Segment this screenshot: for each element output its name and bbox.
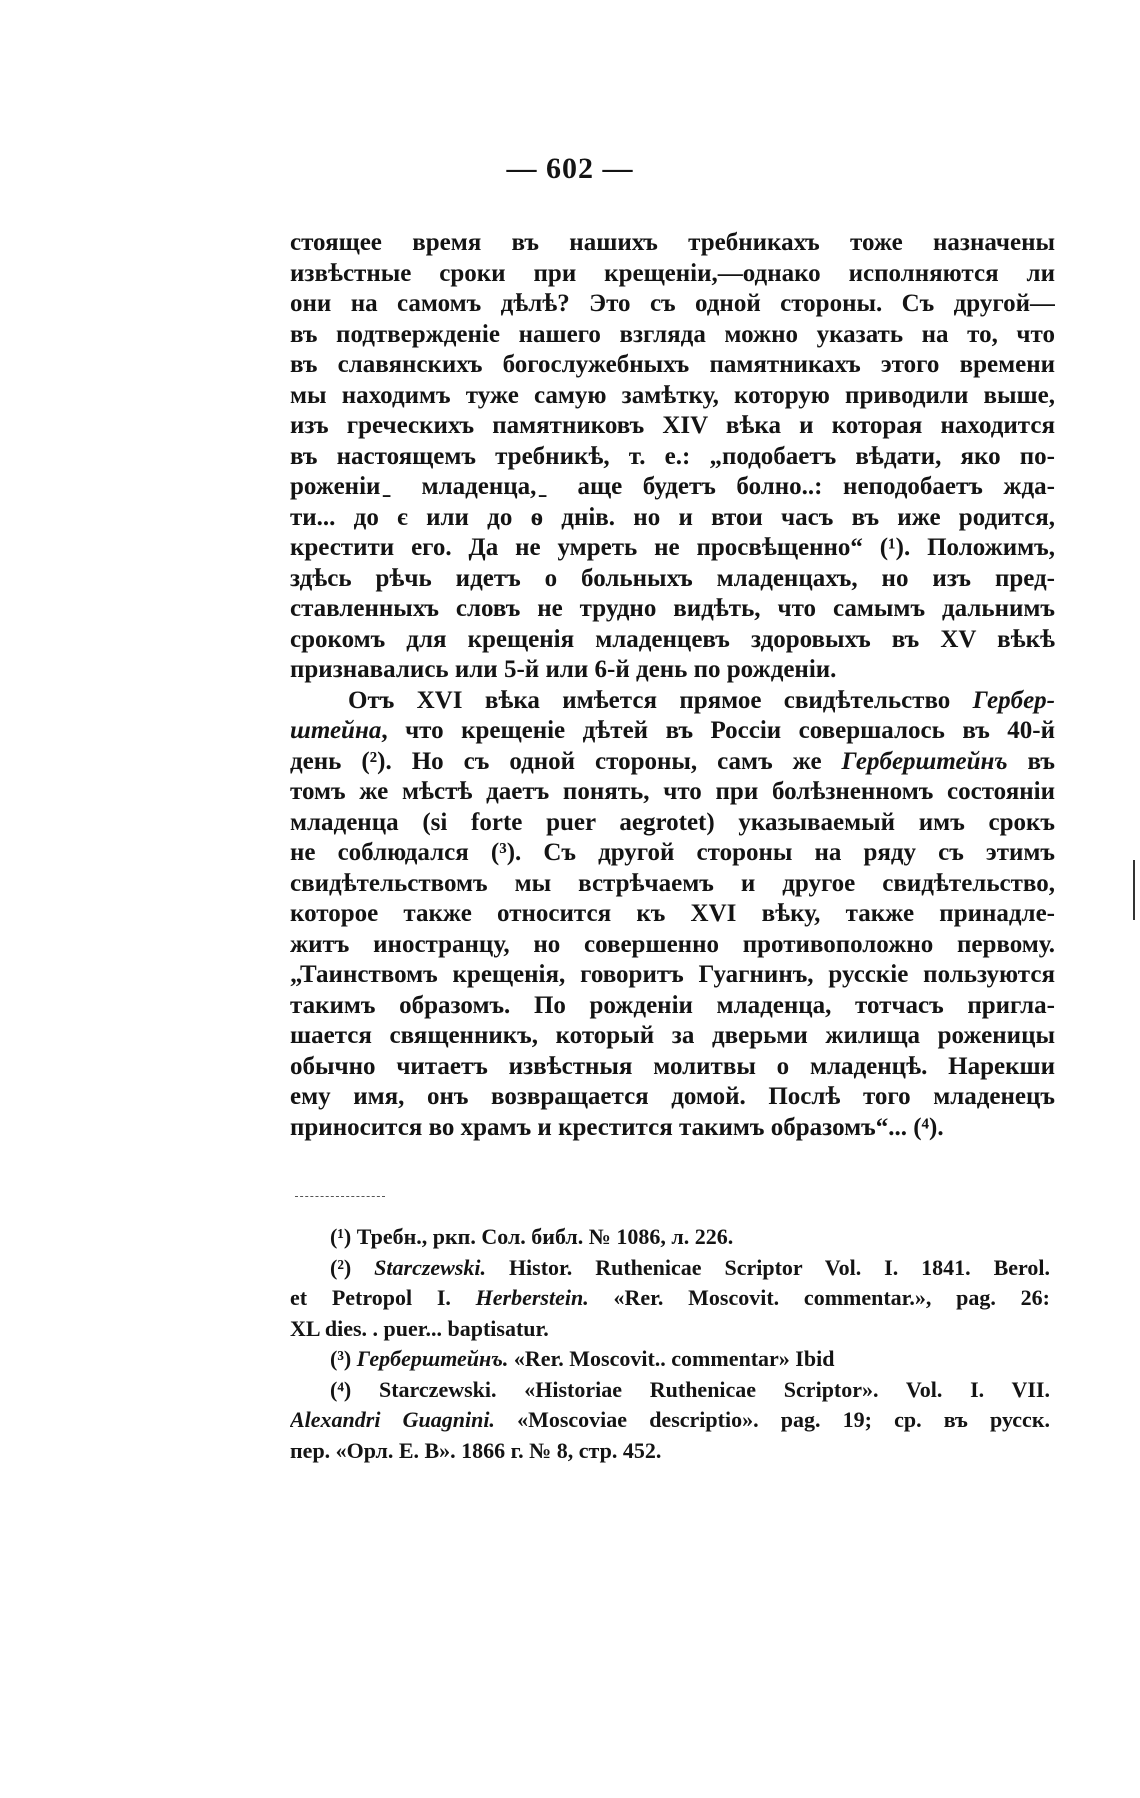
text-line bbox=[290, 838, 1055, 869]
footnote-separator bbox=[295, 1196, 385, 1197]
text-line bbox=[290, 747, 1055, 778]
text-line bbox=[290, 1113, 1055, 1144]
text-segment: здѣсь рѣчь идетъ о больныхъ младенцахъ, но изъ пред- bbox=[290, 564, 1055, 592]
text-segment: мы находимъ туже самую замѣтку, которую приводили выше, bbox=[290, 381, 1055, 409]
text-segment: «Rer. Moscovit. commentar.», pag. 26: bbox=[588, 1285, 1050, 1310]
text-segment: (⁴) Starczewski. «Historiae Ruthenicae Scriptor». Vol. I. VII. bbox=[330, 1376, 1050, 1402]
text-segment: (²) bbox=[330, 1254, 375, 1280]
text-line bbox=[290, 350, 1055, 381]
text-segment: «Moscoviae descriptio». pag. 19; ср. въ русск. bbox=[494, 1407, 1050, 1432]
text-segment: крестити его. Да не умреть не просвѣщенно“ (¹). Положимъ, bbox=[290, 534, 1055, 561]
scan-edge-mark bbox=[1133, 860, 1135, 920]
text-segment: ему имя, онъ возвращается домой. Послѣ того младенецъ bbox=[290, 1083, 1055, 1110]
text-segment: „Таинствомъ крещенія, говоритъ Гуагнинъ, русскіе пользуются bbox=[290, 961, 1055, 988]
text-segment: не соблюдался (³). Съ другой стороны на ряду съ этимъ bbox=[290, 839, 1055, 866]
italic-text: Герберштейнъ. bbox=[356, 1346, 509, 1371]
text-line bbox=[290, 808, 1055, 839]
text-segment: шается священникъ, который за дверьми жилища роженицы bbox=[290, 1022, 1055, 1049]
text-line bbox=[290, 564, 1055, 595]
text-line bbox=[290, 259, 1055, 290]
text-segment: «Rer. Moscovit.. commentar» Ibid bbox=[508, 1346, 835, 1371]
italic-text: Гербер- bbox=[972, 686, 1055, 714]
text-line bbox=[290, 289, 1055, 320]
page-number: — 602 — bbox=[506, 152, 634, 185]
text-line bbox=[290, 594, 1055, 625]
text-line bbox=[290, 869, 1055, 900]
text-segment: въ bbox=[1007, 747, 1055, 775]
text-segment: такимъ образомъ. По рожденіи младенца, тотчасъ пригла- bbox=[290, 991, 1055, 1019]
italic-text: Alexandri Guagnini. bbox=[290, 1407, 495, 1432]
text-line bbox=[290, 228, 1055, 259]
text-segment: et Petropol I. bbox=[290, 1285, 476, 1310]
footnote-line bbox=[290, 1222, 1050, 1253]
text-line bbox=[290, 411, 1055, 442]
italic-text: Herberstein. bbox=[475, 1285, 589, 1310]
text-line bbox=[290, 320, 1055, 351]
text-line bbox=[290, 1021, 1055, 1052]
text-line bbox=[290, 625, 1055, 656]
text-line bbox=[290, 686, 1055, 717]
italic-text: штейна bbox=[290, 717, 382, 744]
text-line bbox=[290, 899, 1055, 930]
text-line bbox=[290, 777, 1055, 808]
text-segment: они на самомъ дѣлѣ? Это съ одной стороны. Съ другой— bbox=[290, 290, 1055, 317]
text-segment: въ подтвержденіе нашего взгляда можно указать на то, что bbox=[290, 320, 1055, 348]
text-line bbox=[290, 991, 1055, 1022]
text-segment: свидѣтельствомъ мы встрѣчаемъ и другое свидѣтельство, bbox=[290, 869, 1055, 897]
footnote-line bbox=[290, 1344, 1050, 1375]
text-segment: роженіи ̱ младенца, ̱ аще будетъ болно..: неподобаетъ ждa- bbox=[290, 473, 1055, 500]
text-segment: , что крещеніе дѣтей въ Россіи совершалось въ 40-й bbox=[381, 717, 1055, 744]
text-line bbox=[290, 381, 1055, 412]
text-segment: пер. «Орл. Е. В». 1866 г. № 8, стр. 452. bbox=[290, 1437, 662, 1463]
text-line bbox=[290, 716, 1055, 747]
footnote bbox=[290, 1253, 1050, 1345]
footnote-line bbox=[290, 1283, 1050, 1314]
text-segment: изъ греческихъ памятниковъ XIV вѣка и которая находится bbox=[290, 412, 1055, 439]
text-segment: ти... до є или до ѳ днів. но и втои часъ въ иже родится, bbox=[290, 503, 1055, 531]
text-line bbox=[290, 533, 1055, 564]
footnote-line bbox=[290, 1375, 1050, 1406]
footnote bbox=[290, 1344, 1050, 1375]
text-segment: Отъ XVI вѣка имѣется прямое свидѣтельство bbox=[348, 686, 973, 714]
text-segment: день (²). Но съ одной стороны, самъ же bbox=[290, 747, 842, 775]
text-line bbox=[290, 472, 1055, 503]
text-segment: житъ иностранцу, но совершенно противоположно первому. bbox=[290, 930, 1055, 958]
text-segment: приносится во храмъ и крестится такимъ образомъ“... (⁴). bbox=[290, 1113, 944, 1141]
footnote-line bbox=[290, 1405, 1050, 1436]
text-line bbox=[290, 1082, 1055, 1113]
italic-text: Starczewski. bbox=[374, 1254, 487, 1280]
text-segment: томъ же мѣстѣ даетъ понять, что при болѣзненномъ состояніи bbox=[290, 778, 1055, 805]
text-segment: въ настоящемъ требникѣ, т. е.: „подобаетъ вѣдати, яко по- bbox=[290, 442, 1055, 470]
text-line bbox=[290, 930, 1055, 961]
text-segment: срокомъ для крещенія младенцевъ здоровыхъ въ XV вѣкѣ bbox=[290, 625, 1055, 653]
text-segment: XL dies. . puer... baptisatur. bbox=[290, 1315, 549, 1341]
body-text bbox=[290, 228, 1055, 1143]
footnote-line bbox=[290, 1314, 1050, 1345]
text-segment: признавались или 5-й или 6-й день по рожденіи. bbox=[290, 656, 837, 683]
text-segment: Histor. Ruthenicae Scriptor Vol. I. 1841. Berol. bbox=[486, 1254, 1050, 1280]
footnote-line bbox=[290, 1436, 1050, 1467]
text-segment: которое также относится къ XVI вѣку, также принадле- bbox=[290, 900, 1055, 927]
footnotes bbox=[290, 1222, 1050, 1466]
text-segment: (³) bbox=[330, 1346, 357, 1371]
text-segment: извѣстные сроки при крещеніи,—однако исполняются ли bbox=[290, 259, 1055, 287]
text-segment: ставленныхъ словъ не трудно видѣть, что самымъ дальнимъ bbox=[290, 595, 1055, 622]
text-line bbox=[290, 503, 1055, 534]
footnote-line bbox=[290, 1253, 1050, 1284]
text-line bbox=[290, 655, 1055, 686]
text-segment: обычно читаетъ извѣстныя молитвы о младенцѣ. Нарекши bbox=[290, 1052, 1055, 1080]
text-segment: (¹) Требн., ркп. Сол. библ. № 1086, л. 226. bbox=[330, 1224, 734, 1249]
footnote bbox=[290, 1375, 1050, 1467]
text-line bbox=[290, 960, 1055, 991]
italic-text: Герберштейнъ bbox=[841, 747, 1008, 775]
text-segment: въ славянскихъ богослужебныхъ памятникахъ этого времени bbox=[290, 351, 1055, 378]
text-segment: младенца (si forte puer aegrotet) указываемый имъ срокъ bbox=[290, 808, 1055, 836]
text-segment: стоящее время въ нашихъ требникахъ тоже назначены bbox=[290, 229, 1055, 256]
text-line bbox=[290, 442, 1055, 473]
footnote bbox=[290, 1222, 1050, 1253]
text-line bbox=[290, 1052, 1055, 1083]
